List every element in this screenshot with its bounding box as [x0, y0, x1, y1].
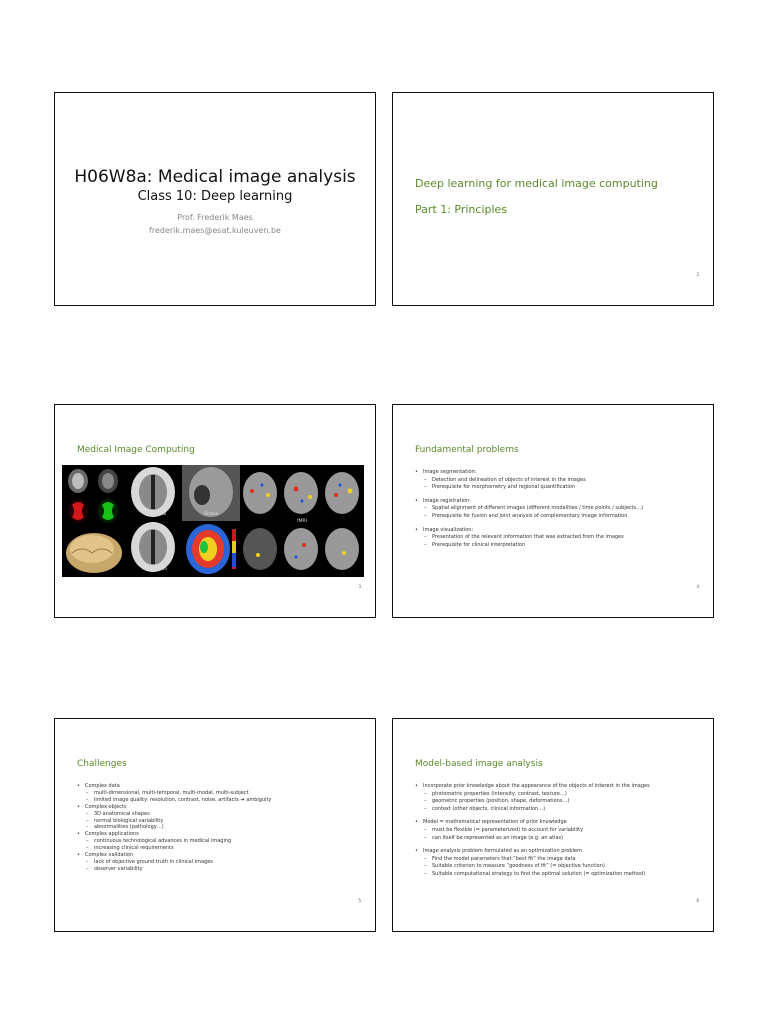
sub-bullet: – Suitable computational strategy to find the optimal solution (= optimization method) [415, 871, 703, 879]
bullet: • Incorporate prior knowledge about the appearance of the objects of interest in the images [415, 783, 703, 791]
author: Prof. Frederik Maes [177, 213, 253, 222]
bullet: • Image visualization: [415, 527, 703, 535]
slide-1 [54, 92, 376, 306]
sub-bullet: – normal biological variability [77, 818, 365, 825]
mr-brain-thumbnails [62, 465, 124, 577]
slide-title: H06W8a: Medical image analysis [74, 167, 356, 187]
sub-bullet: – geometric properties (position, shape, deformations…) [415, 798, 703, 806]
slide-4 [392, 404, 714, 618]
bullet-list [415, 469, 703, 549]
slide-title: Model-based image analysis [415, 759, 543, 769]
slide-title: Medical Image Computing [77, 445, 195, 455]
normal-huntington-brains [124, 465, 182, 577]
sub-bullet: – Find the model parameters that “best fit” the image data [415, 856, 703, 864]
sub-bullet: – lack of objective ground truth in clinical images [77, 859, 365, 866]
sub-bullet: – Spatial alignment of different images (different modalities / time points / subjects…) [415, 505, 703, 513]
sub-bullet: – context (other objects, clinical information…) [415, 806, 703, 814]
bullet: • Image analysis problem formulated as an optimization problem [415, 848, 703, 856]
author-email: frederik.maes@esat.kuleuven.be [149, 226, 281, 235]
bullet-list [415, 783, 703, 879]
page-number: 5 [358, 898, 361, 903]
bullet: • Complex validation [77, 852, 365, 859]
sub-bullet: – Presentation of the relevant information that was extracted from the images [415, 534, 703, 542]
sub-bullet: – must be flexible (= parameterized) to account for variability [415, 827, 703, 835]
label-stroke: Stroke [204, 512, 219, 517]
label-huntington: Huntington [142, 567, 168, 572]
bullet: • Complex objects [77, 804, 365, 811]
stroke-colormap-brains [182, 465, 240, 577]
slide-title: Challenges [77, 759, 127, 769]
slide-2 [392, 92, 714, 306]
sub-bullet: – 3D anatomical shapes [77, 811, 365, 818]
sub-bullet: – Prerequisite for clinical interpretation [415, 542, 703, 550]
bullet-list [77, 783, 365, 873]
part-heading: Part 1: Principles [415, 203, 508, 216]
bullet: • Image segmentation: [415, 469, 703, 477]
sub-bullet: – limited image quality: resolution, contrast, noise, artifacts ➔ ambiguity [77, 797, 365, 804]
sub-bullet: – can itself be represented as an image (e.g. an atlas) [415, 835, 703, 843]
page-number: 6 [696, 898, 699, 903]
page-number: 4 [696, 584, 699, 589]
sub-bullet: – increasing clinical requirements [77, 845, 365, 852]
page-number: 2 [696, 272, 699, 277]
page-number: 3 [358, 584, 361, 589]
label-normal: Normal [150, 512, 167, 517]
sub-bullet: – multi-dimensional, multi-temporal, multi-modal, multi-subject [77, 790, 365, 797]
slide-subtitle: Class 10: Deep learning [137, 189, 293, 204]
sub-bullet: – observer variability [77, 866, 365, 873]
bullet: • Complex applications [77, 831, 365, 838]
bullet: • Complex data [77, 783, 365, 790]
sub-bullet: – Prerequisite for fusion and joint analysis of complementary image information [415, 513, 703, 521]
bullet: • Model = mathematical representation of prior knowledge [415, 819, 703, 827]
bullet: • Image registration: [415, 498, 703, 506]
slide-6 [392, 718, 714, 932]
sub-bullet: – Detection and delineation of objects of interest in the images [415, 477, 703, 485]
slide-5 [54, 718, 376, 932]
sub-bullet: – photometric properties (intensity, contrast, texture…) [415, 791, 703, 799]
section-heading: Deep learning for medical image computing [415, 177, 658, 190]
sub-bullet: – abnormalities (pathology…) [77, 824, 365, 831]
medical-image-collage [62, 465, 364, 577]
sub-bullet: – Prerequisite for morphometry and regional quantification [415, 484, 703, 492]
sub-bullet: – Suitable criterion to measure “goodness of fit” (= objective function) [415, 863, 703, 871]
label-fmri: fMRI [297, 519, 307, 524]
slide-title: Fundamental problems [415, 445, 519, 455]
sub-bullet: – continuous technological advances in medical imaging [77, 838, 365, 845]
slide-3 [54, 404, 376, 618]
